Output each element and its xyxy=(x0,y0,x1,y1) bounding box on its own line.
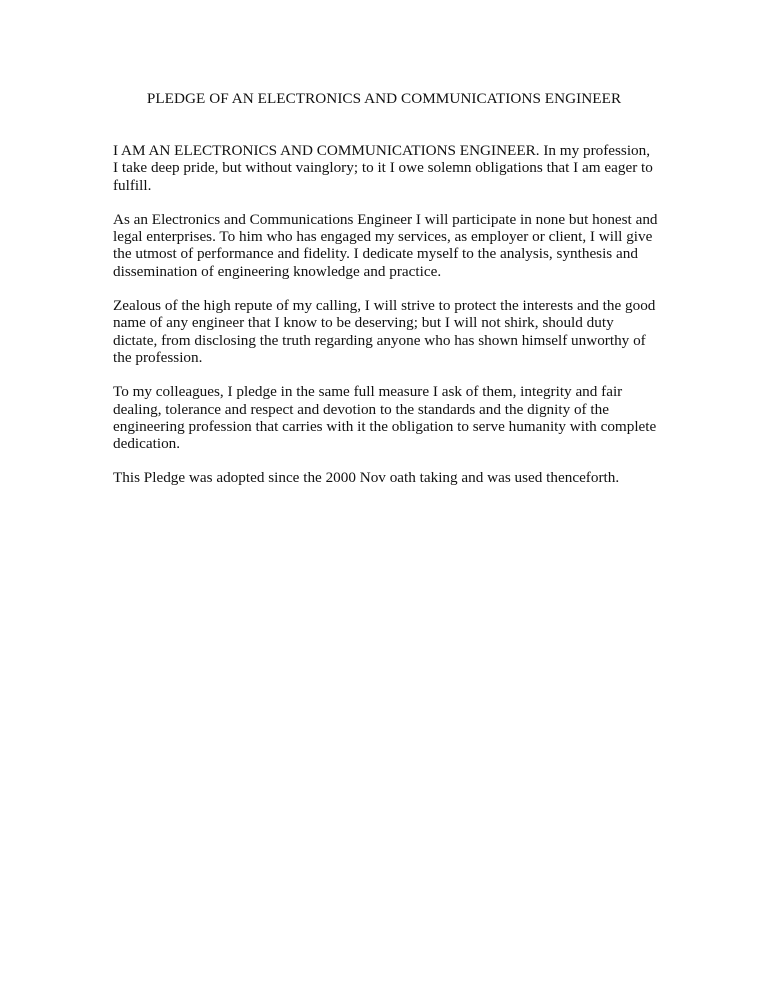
paragraph-adoption-note: This Pledge was adopted since the 2000 Nov oath taking and was used thenceforth. xyxy=(113,469,620,487)
document-body xyxy=(113,142,658,504)
paragraph-colleagues: To my colleagues, I pledge in the same full measure I ask of them, integrity and fair dealing, tolerance and respect and devotion to the standards and the dignity of the engineering profession that carries with it the obligation to serve humanity with complete dedication. xyxy=(113,383,657,453)
paragraph-intro: I AM AN ELECTRONICS AND COMMUNICATIONS ENGINEER. In my profession, I take deep pride, but without vainglory; to it I owe solemn obligations that I am eager to fulfill. xyxy=(113,142,653,194)
paragraph-repute: Zealous of the high repute of my calling, I will strive to protect the interests and the good name of any engineer that I know to be deserving; but I will not shirk, should duty dictate, from disclosing the truth regarding anyone who has shown himself unworthy of the profession. xyxy=(113,297,656,366)
paragraph-honest-enterprises: As an Electronics and Communications Engineer I will participate in none but honest and legal enterprises. To him who has engaged my services, as employer or client, I will give the utmost of performance and fidelity. I dedicate myself to the analysis, synthesis and dissemination of engineering knowledge and practice. xyxy=(113,210,658,280)
document-title: PLEDGE OF AN ELECTRONICS AND COMMUNICATIONS ENGINEER xyxy=(146,90,622,107)
